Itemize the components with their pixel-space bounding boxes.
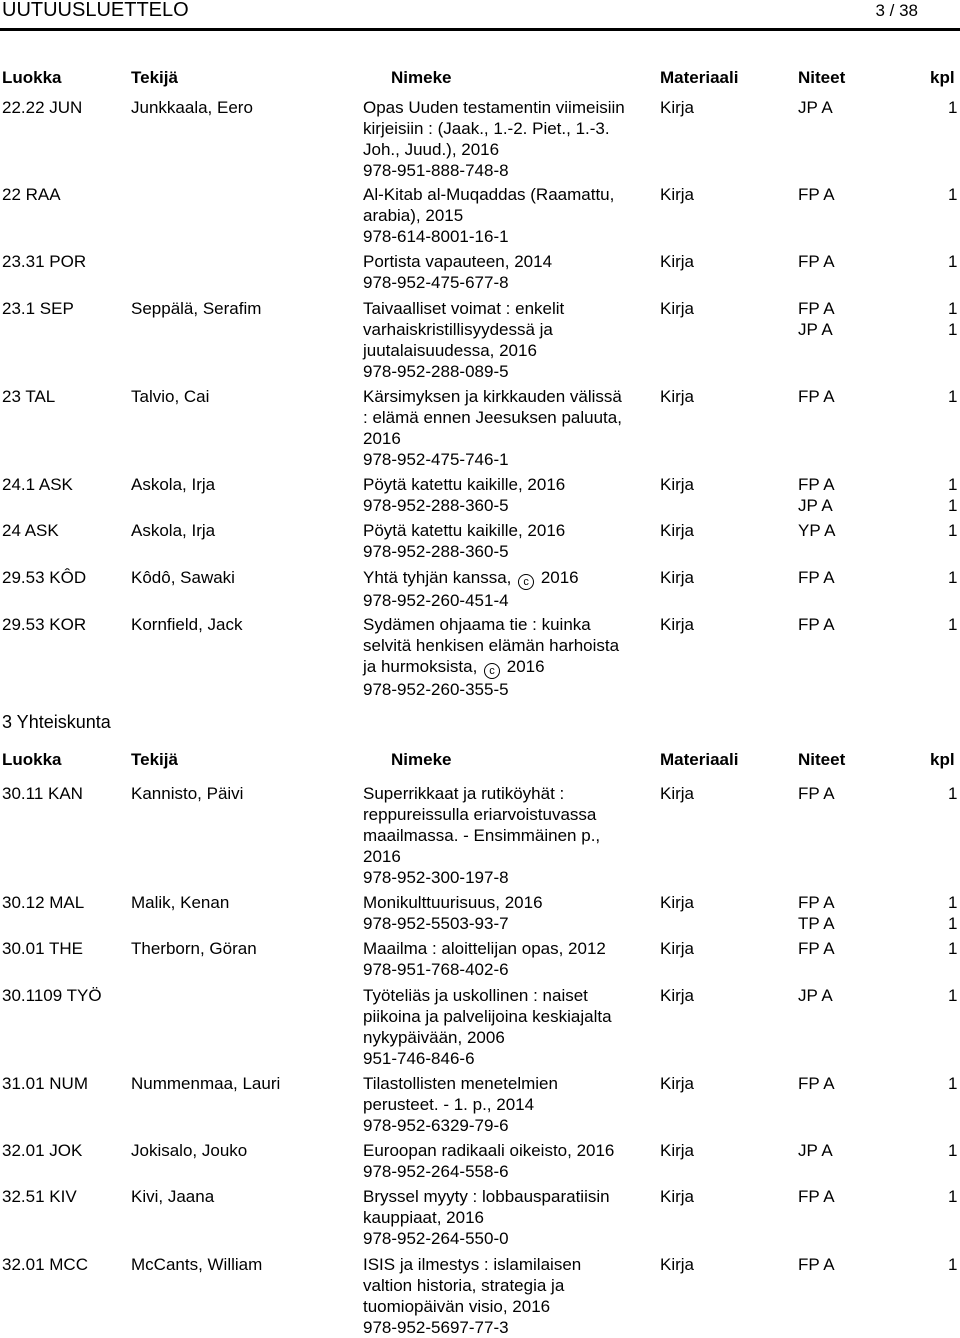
- location-code: JP A: [798, 1141, 833, 1160]
- title-block: [363, 520, 653, 562]
- title-line: kauppiaat, 2016: [363, 1208, 484, 1227]
- class-code: 29.53 KOR: [2, 615, 87, 634]
- title-line: 978-952-475-677-8: [363, 273, 509, 292]
- material: Kirja: [660, 475, 695, 494]
- class-code: 30.01 THE: [2, 939, 83, 958]
- title-line: valtion historia, strategia ja: [363, 1276, 565, 1295]
- title-block: [363, 1254, 653, 1338]
- location-code: FP A: [798, 893, 835, 912]
- title-line: Euroopan radikaali oikeisto, 2016: [363, 1141, 615, 1160]
- col-materiaali: Materiaali: [660, 750, 739, 769]
- title-line: Opas Uuden testamentin viimeisiin: [363, 98, 625, 117]
- col-materiaali: Materiaali: [660, 68, 739, 87]
- copy-count: [948, 892, 957, 934]
- col-tekija: Tekijä: [131, 68, 178, 87]
- copies-location: [798, 892, 835, 934]
- title-line: 978-952-264-550-0: [363, 1229, 509, 1248]
- count-value: 1: [948, 1255, 958, 1274]
- title-block: [363, 184, 653, 247]
- count-value: 1: [948, 784, 958, 803]
- count-value: 1: [948, 252, 958, 271]
- col-niteet: Niteet: [798, 68, 846, 87]
- column-headers: [0, 68, 960, 90]
- author: Askola, Irja: [131, 521, 216, 540]
- copies-location: [798, 474, 835, 516]
- material: Kirja: [660, 1141, 695, 1160]
- class-code: 29.53 KÔD: [2, 568, 87, 587]
- title-line: perusteet. - 1. p., 2014: [363, 1095, 535, 1114]
- title-block: [363, 474, 653, 516]
- copy-count: [948, 938, 957, 959]
- material: Kirja: [660, 784, 695, 803]
- title-line: Superrikkaat ja rutiköyhät :: [363, 784, 565, 803]
- location-code: FP A: [798, 615, 835, 634]
- copies-location: [798, 1186, 835, 1207]
- location-code: FP A: [798, 1074, 835, 1093]
- title-line: 978-952-288-360-5: [363, 496, 509, 515]
- title-line: Monikulttuurisuus, 2016: [363, 893, 543, 912]
- col-nimeke: Nimeke: [391, 68, 452, 87]
- material: Kirja: [660, 615, 695, 634]
- location-code: FP A: [798, 387, 835, 406]
- copy-count: [948, 1186, 957, 1207]
- copy-count: [948, 614, 957, 635]
- title-line: : elämä ennen Jeesuksen paluuta,: [363, 408, 622, 427]
- copies-location: [798, 1254, 835, 1275]
- location-code: FP A: [798, 475, 835, 494]
- copies-location: [798, 298, 835, 340]
- location-code: FP A: [798, 939, 835, 958]
- class-code: 24.1 ASK: [2, 475, 73, 494]
- class-code: 24 ASK: [2, 521, 59, 540]
- title-line: 978-951-768-402-6: [363, 960, 509, 979]
- copy-count: [948, 1254, 957, 1275]
- col-tekija: Tekijä: [131, 750, 178, 769]
- title-line: Pöytä katettu kaikille, 2016: [363, 521, 566, 540]
- count-value: 1: [948, 914, 958, 933]
- author: Kannisto, Päivi: [131, 784, 244, 803]
- title-block: [363, 938, 653, 980]
- title-line: 978-952-260-451-4: [363, 591, 509, 610]
- col-kpl: kpl: [930, 68, 955, 87]
- material: Kirja: [660, 299, 695, 318]
- copies-location: [798, 783, 835, 804]
- copy-count: [948, 1140, 957, 1161]
- class-code: 22 RAA: [2, 185, 61, 204]
- header-divider: [0, 28, 960, 31]
- copyright-icon: c: [518, 574, 534, 590]
- title-line: 978-952-288-360-5: [363, 542, 509, 561]
- material: Kirja: [660, 986, 695, 1005]
- title-line: Portista vapauteen, 2014: [363, 252, 553, 271]
- title-block: [363, 985, 653, 1069]
- author: Nummenmaa, Lauri: [131, 1074, 281, 1093]
- copy-count: [948, 97, 957, 118]
- material: Kirja: [660, 252, 695, 271]
- col-luokka: Luokka: [2, 68, 62, 87]
- title-block: [363, 892, 653, 934]
- copy-count: [948, 184, 957, 205]
- location-code: FP A: [798, 784, 835, 803]
- material: Kirja: [660, 1187, 695, 1206]
- title-line: 978-952-264-558-6: [363, 1162, 509, 1181]
- copy-count: [948, 1073, 957, 1094]
- class-code: 32.01 JOK: [2, 1141, 83, 1160]
- title-line: Kärsimyksen ja kirkkauden välissä: [363, 387, 622, 406]
- title-line: Maailma : aloittelijan opas, 2012: [363, 939, 606, 958]
- material: Kirja: [660, 1074, 695, 1093]
- location-code: JP A: [798, 986, 833, 1005]
- title-line: Sydämen ohjaama tie : kuinka: [363, 615, 591, 634]
- count-value: 1: [948, 1074, 958, 1093]
- count-value: 1: [948, 98, 958, 117]
- author: Therborn, Göran: [131, 939, 257, 958]
- class-code: 30.1109 TYÖ: [2, 986, 102, 1005]
- copies-location: [798, 251, 835, 272]
- material: Kirja: [660, 893, 695, 912]
- title-line: 978-952-5697-77-3: [363, 1318, 509, 1337]
- count-value: 1: [948, 986, 958, 1005]
- title-line: Työteliäs ja uskollinen : naiset: [363, 986, 588, 1005]
- count-value: 1: [948, 521, 958, 540]
- class-code: 32.01 MCC: [2, 1255, 88, 1274]
- col-kpl: kpl: [930, 750, 955, 769]
- title-line: Bryssel myyty : lobbausparatiisin: [363, 1187, 610, 1206]
- count-value: 1: [948, 568, 958, 587]
- count-value: 1: [948, 387, 958, 406]
- copies-location: [798, 938, 835, 959]
- title-line: 978-952-300-197-8: [363, 868, 509, 887]
- material: Kirja: [660, 387, 695, 406]
- title-line: reppureissulla eriarvoistuvassa: [363, 805, 597, 824]
- material: Kirja: [660, 1255, 695, 1274]
- copy-count: [948, 386, 957, 407]
- section-title: 3 Yhteiskunta: [2, 712, 111, 732]
- material: Kirja: [660, 521, 695, 540]
- copy-count: [948, 985, 957, 1006]
- class-code: 22.22 JUN: [2, 98, 83, 117]
- page-header: [0, 0, 960, 28]
- title-line: 978-951-888-748-8: [363, 161, 509, 180]
- title-line: kirjeisiin : (Jaak., 1.-2. Piet., 1.-3.: [363, 119, 610, 138]
- title-line: 2016: [363, 429, 401, 448]
- copies-location: [798, 614, 835, 635]
- title-line: Tilastollisten menetelmien: [363, 1074, 558, 1093]
- count-value: 1: [948, 475, 958, 494]
- copies-location: [798, 985, 833, 1006]
- title-line: ISIS ja ilmestys : islamilaisen: [363, 1255, 582, 1274]
- title-line: 951-746-846-6: [363, 1049, 475, 1068]
- count-value: 1: [948, 299, 958, 318]
- title-line: tuomiopäivän visio, 2016: [363, 1297, 551, 1316]
- catalog-title: UUTUUSLUETTELO: [2, 0, 189, 21]
- title-block: [363, 251, 653, 293]
- class-code: 23 TAL: [2, 387, 56, 406]
- location-code: TP A: [798, 914, 835, 933]
- title-block: [363, 783, 653, 888]
- copies-location: [798, 386, 835, 407]
- title-line: juutalaisuudessa, 2016: [363, 341, 537, 360]
- count-value: 1: [948, 1141, 958, 1160]
- copy-count: [948, 783, 957, 804]
- title-block: [363, 298, 653, 382]
- title-line: ja hurmoksista, c 2016: [363, 657, 545, 677]
- title-line: 978-952-475-746-1: [363, 450, 509, 469]
- copy-count: [948, 567, 957, 588]
- author: Malik, Kenan: [131, 893, 230, 912]
- title-line: 978-952-288-089-5: [363, 362, 509, 381]
- copy-count: [948, 520, 957, 541]
- location-code: JP A: [798, 320, 833, 339]
- title-line: 978-952-260-355-5: [363, 680, 509, 699]
- title-line: piikoina ja palvelijoina keskiajalta: [363, 1007, 612, 1026]
- title-block: [363, 567, 653, 611]
- count-value: 1: [948, 615, 958, 634]
- title-line: arabia), 2015: [363, 206, 464, 225]
- copy-count: [948, 251, 957, 272]
- class-code: 32.51 KIV: [2, 1187, 77, 1206]
- material: Kirja: [660, 98, 695, 117]
- count-value: 1: [948, 185, 958, 204]
- column-headers-2: [0, 750, 960, 772]
- author: Seppälä, Serafim: [131, 299, 262, 318]
- count-value: 1: [948, 939, 958, 958]
- title-block: [363, 614, 653, 700]
- author: Kivi, Jaana: [131, 1187, 215, 1206]
- count-value: 1: [948, 320, 958, 339]
- title-line: Joh., Juud.), 2016: [363, 140, 500, 159]
- location-code: JP A: [798, 98, 833, 117]
- copies-location: [798, 184, 835, 205]
- title-block: [363, 386, 653, 470]
- copies-location: [798, 520, 836, 541]
- location-code: FP A: [798, 1255, 835, 1274]
- title-line: 2016: [363, 847, 401, 866]
- title-line: nykypäivään, 2006: [363, 1028, 505, 1047]
- class-code: 30.12 MAL: [2, 893, 85, 912]
- col-nimeke: Nimeke: [391, 750, 452, 769]
- material: Kirja: [660, 939, 695, 958]
- title-line: Yhtä tyhjän kanssa, c 2016: [363, 568, 579, 588]
- col-niteet: Niteet: [798, 750, 846, 769]
- copies-location: [798, 567, 835, 588]
- count-value: 1: [948, 893, 958, 912]
- page-number: 3 / 38: [875, 1, 918, 20]
- copy-count: [948, 298, 957, 340]
- title-block: [363, 97, 653, 181]
- author: Kôdô, Sawaki: [131, 568, 235, 587]
- location-code: FP A: [798, 185, 835, 204]
- location-code: FP A: [798, 252, 835, 271]
- title-line: Taivaalliset voimat : enkelit: [363, 299, 565, 318]
- title-line: selvitä henkisen elämän harhoista: [363, 636, 620, 655]
- copyright-icon: c: [484, 663, 500, 679]
- material: Kirja: [660, 568, 695, 587]
- title-block: [363, 1073, 653, 1136]
- copy-count: [948, 474, 957, 516]
- material: Kirja: [660, 185, 695, 204]
- count-value: 1: [948, 496, 958, 515]
- author: Junkkaala, Eero: [131, 98, 253, 117]
- class-code: 23.1 SEP: [2, 299, 74, 318]
- author: Jokisalo, Jouko: [131, 1141, 248, 1160]
- title-line: 978-614-8001-16-1: [363, 227, 509, 246]
- copies-location: [798, 1073, 835, 1094]
- location-code: FP A: [798, 568, 835, 587]
- col-luokka: Luokka: [2, 750, 62, 769]
- title-block: [363, 1140, 653, 1182]
- title-line: maailmassa. - Ensimmäinen p.,: [363, 826, 601, 845]
- author: Talvio, Cai: [131, 387, 210, 406]
- location-code: JP A: [798, 496, 833, 515]
- location-code: FP A: [798, 1187, 835, 1206]
- location-code: YP A: [798, 521, 836, 540]
- class-code: 31.01 NUM: [2, 1074, 88, 1093]
- title-block: [363, 1186, 653, 1249]
- location-code: FP A: [798, 299, 835, 318]
- copies-location: [798, 97, 833, 118]
- class-code: 23.31 POR: [2, 252, 87, 271]
- count-value: 1: [948, 1187, 958, 1206]
- class-code: 30.11 KAN: [2, 784, 83, 803]
- title-line: 978-952-6329-79-6: [363, 1116, 509, 1135]
- author: Kornfield, Jack: [131, 615, 243, 634]
- copies-location: [798, 1140, 833, 1161]
- title-line: Pöytä katettu kaikille, 2016: [363, 475, 566, 494]
- author: Askola, Irja: [131, 475, 216, 494]
- title-line: varhaiskristillisyydessä ja: [363, 320, 553, 339]
- author: McCants, William: [131, 1255, 263, 1274]
- title-line: Al-Kitab al-Muqaddas (Raamattu,: [363, 185, 615, 204]
- title-line: 978-952-5503-93-7: [363, 914, 509, 933]
